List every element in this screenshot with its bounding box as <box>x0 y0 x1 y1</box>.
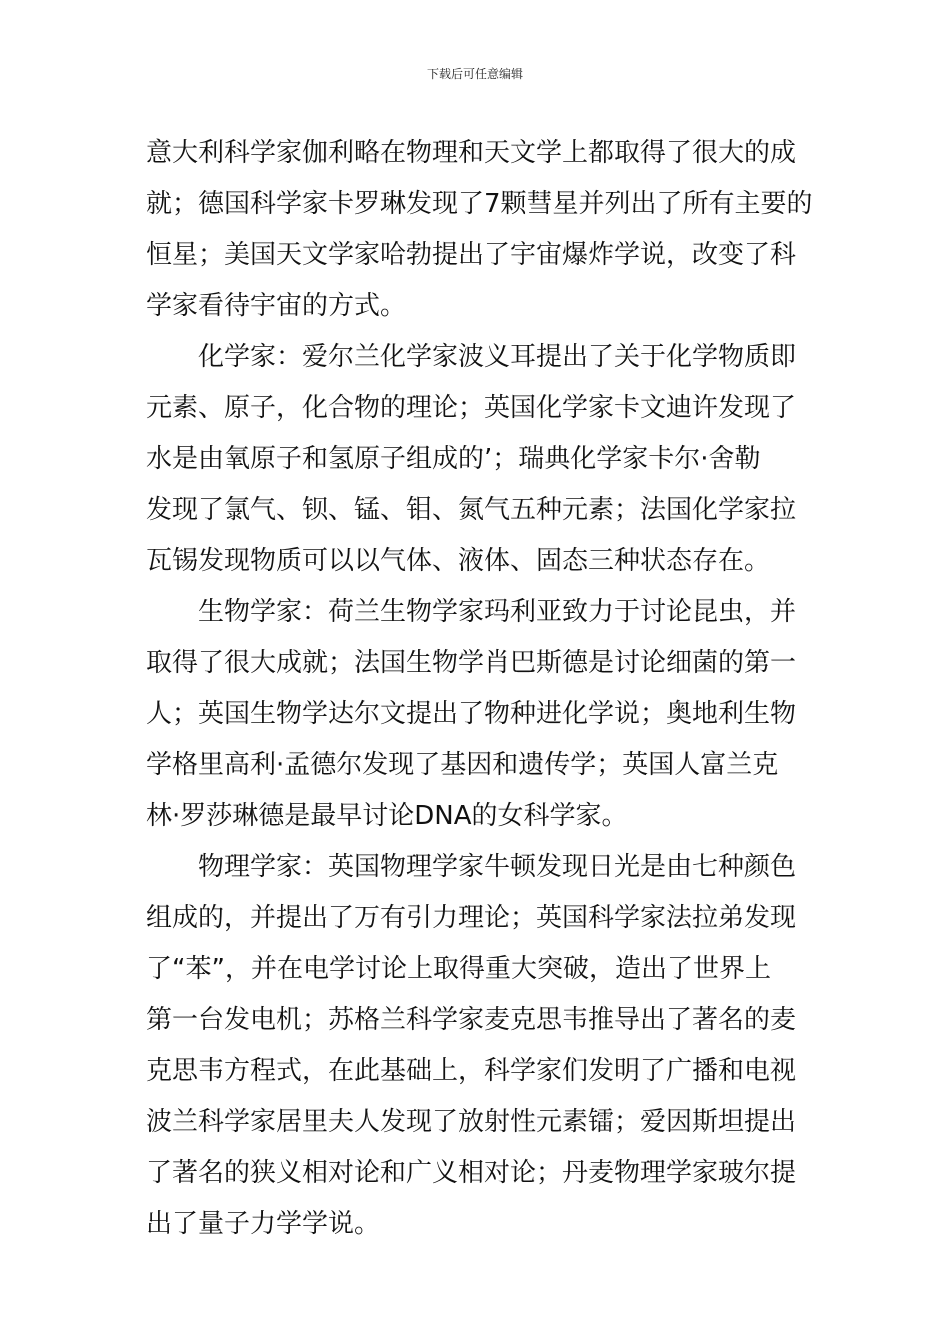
paragraph-astronomy <box>146 128 813 332</box>
text-line: 恒星；美国天文学家哈勃提出了宇宙爆炸学说，改变了科 <box>146 240 797 270</box>
text-line: 克思韦方程式，在此基础上，科学家们发明了广播和电视 <box>146 1056 797 1086</box>
text-line: 林·罗莎琳德是最早讨论DNA的女科学家。 <box>146 801 628 831</box>
paragraph-physicists <box>146 842 806 1250</box>
document-body <box>146 128 813 1250</box>
text-line: 元素、原子，化合物的理论；英国化学家卡文迪许发现了 <box>146 393 797 423</box>
text-line: 组成的，并提出了万有引力理论；英国科学家法拉弟发现 <box>146 903 797 933</box>
text-line: 波兰科学家居里夫人发现了放射性元素镭；爱因斯坦提出 <box>146 1107 797 1137</box>
text-line: 就；德国科学家卡罗琳发现了7颗彗星并列出了所有主要的 <box>146 189 813 219</box>
text-line: 意大利科学家伽利略在物理和天文学上都取得了很大的成 <box>146 138 797 168</box>
text-line: 了“苯”，并在电学讨论上取得重大突破，造出了世界上 <box>146 954 771 984</box>
text-line: 学家看待宇宙的方式。 <box>146 291 407 321</box>
paragraph-chemists <box>146 332 806 587</box>
text-line: 人；英国生物学达尔文提出了物种进化学说；奥地利生物 <box>146 699 797 729</box>
text-line: 出了量子力学学说。 <box>146 1209 381 1239</box>
text-line: 发现了氯气、钡、锰、钼、氮气五种元素；法国化学家拉 <box>146 495 797 525</box>
text-line: 了著名的狭义相对论和广义相对论；丹麦物理学家玻尔提 <box>146 1158 797 1188</box>
text-line: 取得了很大成就；法国生物学肖巴斯德是讨论细菌的第一 <box>146 648 797 678</box>
text-line: 化学家：爱尔兰化学家波义耳提出了关于化学物质即 <box>198 342 797 372</box>
text-line: 水是由氧原子和氢原子组成的’；瑞典化学家卡尔·舍勒 <box>146 444 761 474</box>
page-header: 下载后可任意编辑 <box>426 67 523 81</box>
text-line: 瓦锡发现物质可以以气体、液体、固态三种状态存在。 <box>146 546 771 576</box>
paragraph-biologists <box>146 587 806 842</box>
text-line: 学格里高利·孟德尔发现了基因和遗传学；英国人富兰克 <box>146 750 779 780</box>
text-line: 生物学家：荷兰生物学家玛利亚致力于讨论昆虫，并 <box>198 597 797 627</box>
text-line: 物理学家：英国物理学家牛顿发现日光是由七种颜色 <box>198 852 797 882</box>
text-line: 第一台发电机；苏格兰科学家麦克思韦推导出了著名的麦 <box>146 1005 797 1035</box>
